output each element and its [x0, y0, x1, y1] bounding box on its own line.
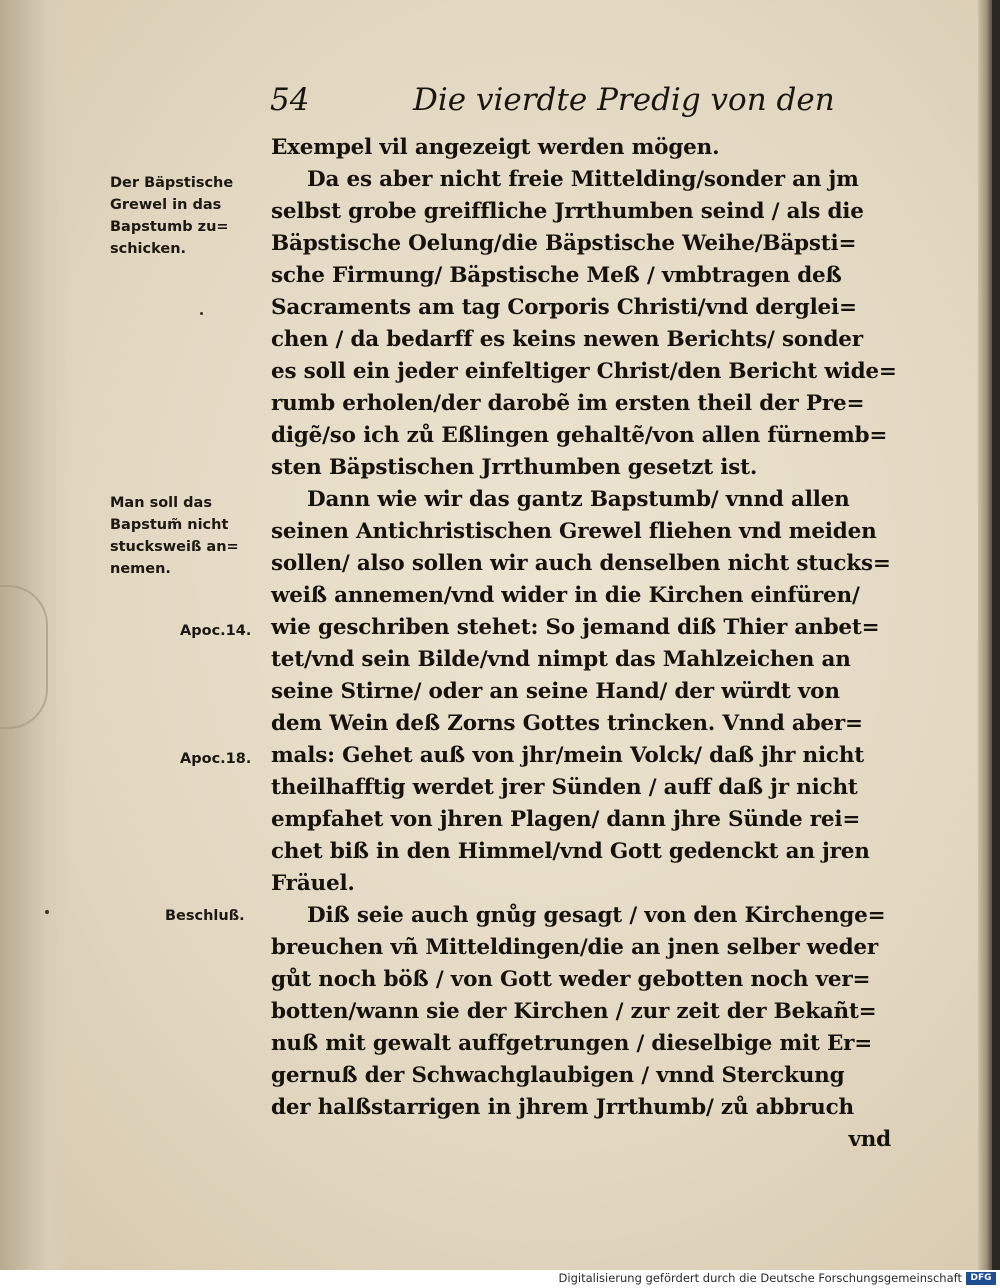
- text-line: chet biß in den Himmel/vnd Gott gedenckt an jren: [271, 839, 870, 864]
- text-line: digẽ/so ich zů Eßlingen gehaltẽ/von allen fürnemb=: [271, 423, 888, 448]
- text-line: breuchen vñ Mitteldingen/die an jnen selber weder: [271, 935, 879, 960]
- text-line: Diß seie auch gnůg gesagt / von den Kirchenge=: [307, 903, 886, 928]
- text-line: dem Wein deß Zorns Gottes trincken. Vnnd aber=: [271, 711, 863, 736]
- margin-note-papal-abomination: Der Bäpstische Grewel in das Bapstumb zu= schicken.: [110, 175, 234, 257]
- text-line: Da es aber nicht freie Mittelding/sonder an jm: [307, 167, 859, 192]
- margin-note-apoc-18: Apoc.18.: [180, 751, 252, 767]
- text-line: rumb erholen/der darobẽ im ersten theil der Pre=: [271, 391, 865, 416]
- text-line: tet/vnd sein Bilde/vnd nimpt das Mahlzeichen an: [271, 647, 851, 672]
- ink-speck: [45, 910, 49, 914]
- text-line: botten/wann sie der Kirchen / zur zeit der Bekañt=: [271, 999, 877, 1024]
- footer-bar: [0, 1270, 1000, 1288]
- text-line: selbst grobe greiffliche Jrrthumben seind / als die: [271, 199, 864, 224]
- text-line: chen / da bedarff es keins newen Berichts/ sonder: [271, 327, 863, 352]
- text-line: gernuß der Schwachglaubigen / vnnd Sterckung: [271, 1063, 845, 1088]
- text-line: Exempel vil angezeigt werden mögen.: [271, 135, 720, 160]
- margin-note-apoc-14: Apoc.14.: [180, 623, 252, 639]
- page-number: 54: [270, 82, 310, 118]
- text-line: es soll ein jeder einfeltiger Christ/den Bericht wide=: [271, 359, 897, 384]
- text-line: seinen Antichristischen Grewel fliehen vnd meiden: [271, 519, 877, 544]
- text-line: empfahet von jhren Plagen/ dann jhre Sünde rei=: [271, 807, 861, 832]
- page-fore-edge: [978, 0, 992, 1270]
- text-line: sche Firmung/ Bäpstische Meß / vmbtragen deß: [271, 263, 842, 288]
- text-line: Bäpstische Oelung/die Bäpstische Weihe/Bäpsti=: [271, 231, 857, 256]
- text-line: gůt noch böß / von Gott weder gebotten noch ver=: [271, 967, 871, 992]
- running-title: Die vierdte Predig von den: [413, 82, 835, 118]
- text-line: mals: Gehet auß von jhr/mein Volck/ daß jhr nicht: [271, 743, 864, 768]
- catchword: vnd: [848, 1127, 891, 1152]
- running-header: [270, 82, 835, 126]
- text-line: der halßstarrigen in jhrem Jrrthumb/ zů abbruch: [271, 1095, 854, 1120]
- text-line: sollen/ also sollen wir auch denselben nicht stucks=: [271, 551, 891, 576]
- footer-credit: Digitalisierung gefördert durch die Deutsche Forschungsgemeinschaft: [558, 1271, 962, 1285]
- dfg-logo: DFG: [966, 1272, 996, 1285]
- margin-note-piecemeal: Man soll das Bapstum̃ nicht stucksweiß an= nemen.: [110, 495, 239, 577]
- text-line: nuß mit gewalt auffgetrungen / dieselbige mit Er=: [271, 1031, 873, 1056]
- ink-speck: [200, 312, 203, 315]
- text-line: Dann wie wir das gantz Bapstumb/ vnnd allen: [307, 487, 850, 512]
- text-line: Sacraments am tag Corporis Christi/vnd derglei=: [271, 295, 857, 320]
- text-line: Fräuel.: [271, 871, 355, 896]
- text-line: wie geschriben stehet: So jemand diß Thier anbet=: [271, 615, 880, 640]
- text-line: theilhafftig werdet jrer Sünden / auff daß jr nicht: [271, 775, 858, 800]
- text-line: weiß annemen/vnd wider in die Kirchen einfüren/: [271, 583, 860, 608]
- text-line: sten Bäpstischen Jrrthumben gesetzt ist.: [271, 455, 758, 480]
- text-line: seine Stirne/ oder an seine Hand/ der würdt von: [271, 679, 840, 704]
- underlying-leaf-edge: [0, 585, 48, 729]
- margin-note-conclusion: Beschluß.: [165, 908, 245, 924]
